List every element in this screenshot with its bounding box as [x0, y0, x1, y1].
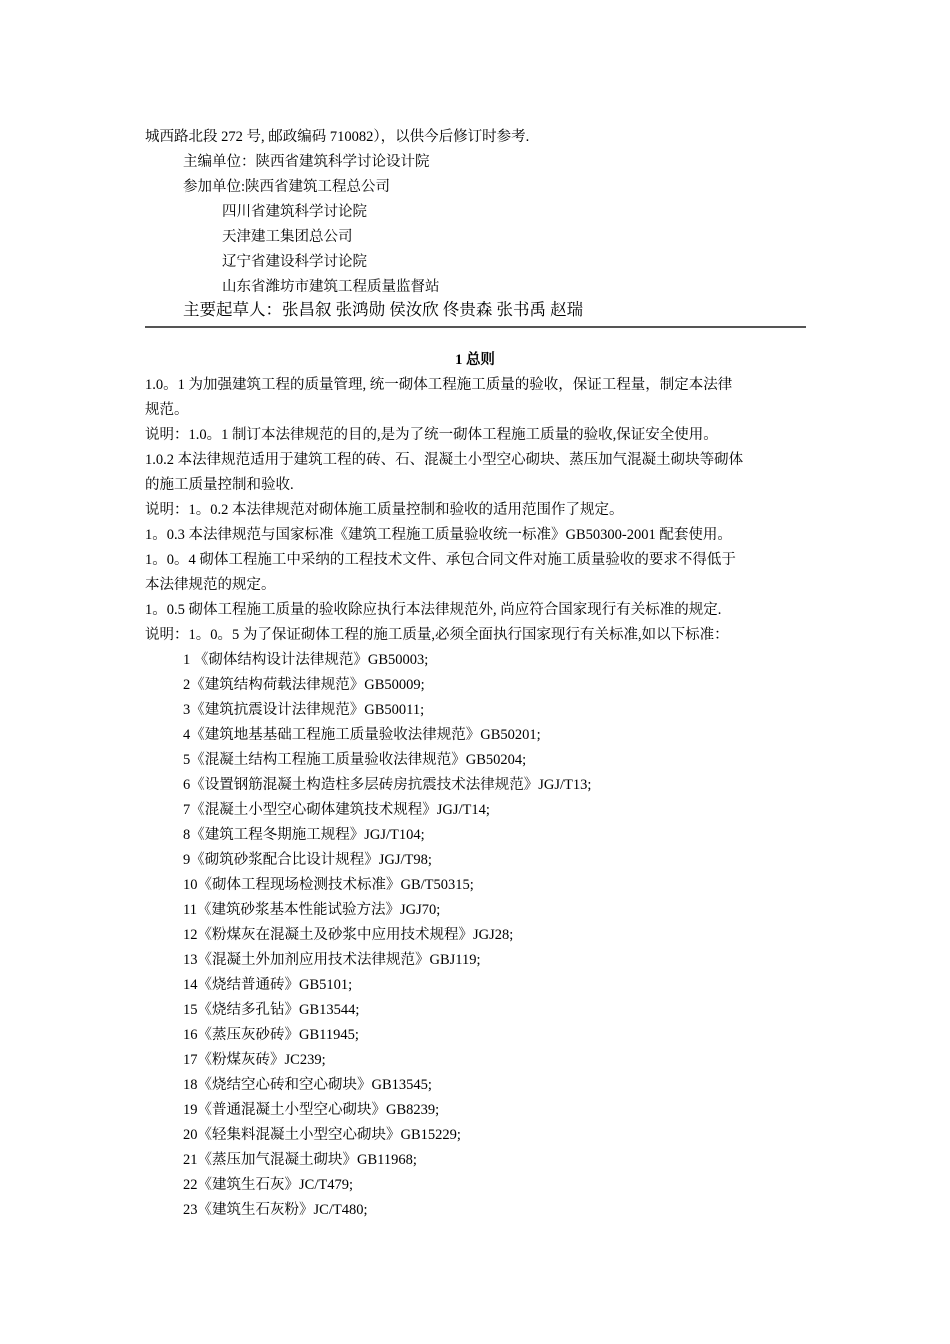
standard-list-item: 2《建筑结构荷载法律规范》GB50009;: [183, 677, 425, 693]
explanation-line: 说明：1。0.2 本法律规范对砌体施工质量控制和验收的适用范围作了规定。: [145, 502, 624, 518]
main-drafters: 主要起草人：张昌叙 张鸿勋 侯汝欣 佟贵森 张书禹 赵瑞: [183, 300, 584, 319]
standard-list-item: 10《砌体工程现场检测技术标准》GB/T50315;: [183, 877, 474, 893]
standard-list-item: 9《砌筑砂浆配合比设计规程》JGJ/T98;: [183, 852, 432, 868]
standard-list-item: 14《烧结普通砖》GB5101;: [183, 977, 353, 993]
standard-list-item: 6《设置钢筋混凝土构造柱多层砖房抗震技术法律规范》JGJ/T13;: [183, 777, 592, 793]
chapter-heading: 1 总则: [455, 352, 495, 368]
body-paragraph-line: 1。0.5 砌体工程施工质量的验收除应执行本法律规范外, 尚应符合国家现行有关标准的规定.: [145, 602, 722, 618]
body-paragraph-line: 本法律规范的规定。: [145, 577, 276, 593]
body-paragraph-line: 的施工质量控制和验收.: [145, 477, 294, 493]
address-line: 城西路北段 272 号, 邮政编码 710082），以供今后修订时参考.: [145, 129, 530, 145]
standard-list-item: 7《混凝土小型空心砌体建筑技术规程》JGJ/T14;: [183, 802, 490, 818]
participating-unit: 山东省潍坊市建筑工程质量监督站: [222, 279, 440, 295]
body-paragraph-line: 1。0.3 本法律规范与国家标准《建筑工程施工质量验收统一标准》GB50300-2001 配套使用。: [145, 527, 732, 543]
standard-list-item: 15《烧结多孔钻》GB13544;: [183, 1002, 360, 1018]
standard-list-item: 22《建筑生石灰》JC/T479;: [183, 1177, 353, 1193]
explanation-line: 说明：1。0。5 为了保证砌体工程的施工质量,必须全面执行国家现行有关标准,如以下标准：: [145, 627, 729, 643]
standard-list-item: 12《粉煤灰在混凝土及砂浆中应用技术规程》JGJ28;: [183, 927, 514, 943]
participating-unit: 天津建工集团总公司: [222, 229, 353, 245]
standard-list-item: 8《建筑工程冬期施工规程》JGJ/T104;: [183, 827, 425, 843]
body-paragraph-line: 规范。: [145, 402, 189, 418]
body-paragraph-line: 1.0。1 为加强建筑工程的质量管理, 统一砌体工程施工质量的验收，保证工程量，制定本法律: [145, 377, 733, 393]
standard-list-item: 19《普通混凝土小型空心砌块》GB8239;: [183, 1102, 440, 1118]
standard-list-item: 18《烧结空心砖和空心砌块》GB13545;: [183, 1077, 432, 1093]
participating-units-label: 参加单位:陕西省建筑工程总公司: [183, 179, 391, 195]
body-paragraph-line: 1.0.2 本法律规范适用于建筑工程的砖、石、混凝土小型空心砌块、蒸压加气混凝土砌块等砌体: [145, 452, 744, 468]
standard-list-item: 17《粉煤灰砖》JC239;: [183, 1052, 326, 1068]
editor-unit: 主编单位：陕西省建筑科学讨论设计院: [183, 154, 430, 170]
standard-list-item: 5《混凝土结构工程施工质量验收法律规范》GB50204;: [183, 752, 527, 768]
horizontal-divider: [145, 326, 806, 328]
body-paragraph-line: 1。0。4 砌体工程施工中采纳的工程技术文件、承包合同文件对施工质量验收的要求不得低于: [145, 552, 736, 568]
standard-list-item: 3《建筑抗震设计法律规范》GB50011;: [183, 702, 425, 718]
participating-unit: 辽宁省建设科学讨论院: [222, 254, 367, 270]
standard-list-item: 23《建筑生石灰粉》JC/T480;: [183, 1202, 368, 1218]
standard-list-item: 21《蒸压加气混凝土砌块》GB11968;: [183, 1152, 417, 1168]
standard-list-item: 13《混凝土外加剂应用技术法律规范》GBJ119;: [183, 952, 481, 968]
participating-unit: 四川省建筑科学讨论院: [222, 204, 367, 220]
explanation-line: 说明：1.0。1 制订本法律规范的目的,是为了统一砌体工程施工质量的验收,保证安全使用。: [145, 427, 718, 443]
standard-list-item: 4《建筑地基基础工程施工质量验收法律规范》GB50201;: [183, 727, 541, 743]
standard-list-item: 16《蒸压灰砂砖》GB11945;: [183, 1027, 359, 1043]
standard-list-item: 1 《砌体结构设计法律规范》GB50003;: [183, 652, 429, 668]
standard-list-item: 11《建筑砂浆基本性能试验方法》JGJ70;: [183, 902, 441, 918]
standard-list-item: 20《轻集料混凝土小型空心砌块》GB15229;: [183, 1127, 461, 1143]
